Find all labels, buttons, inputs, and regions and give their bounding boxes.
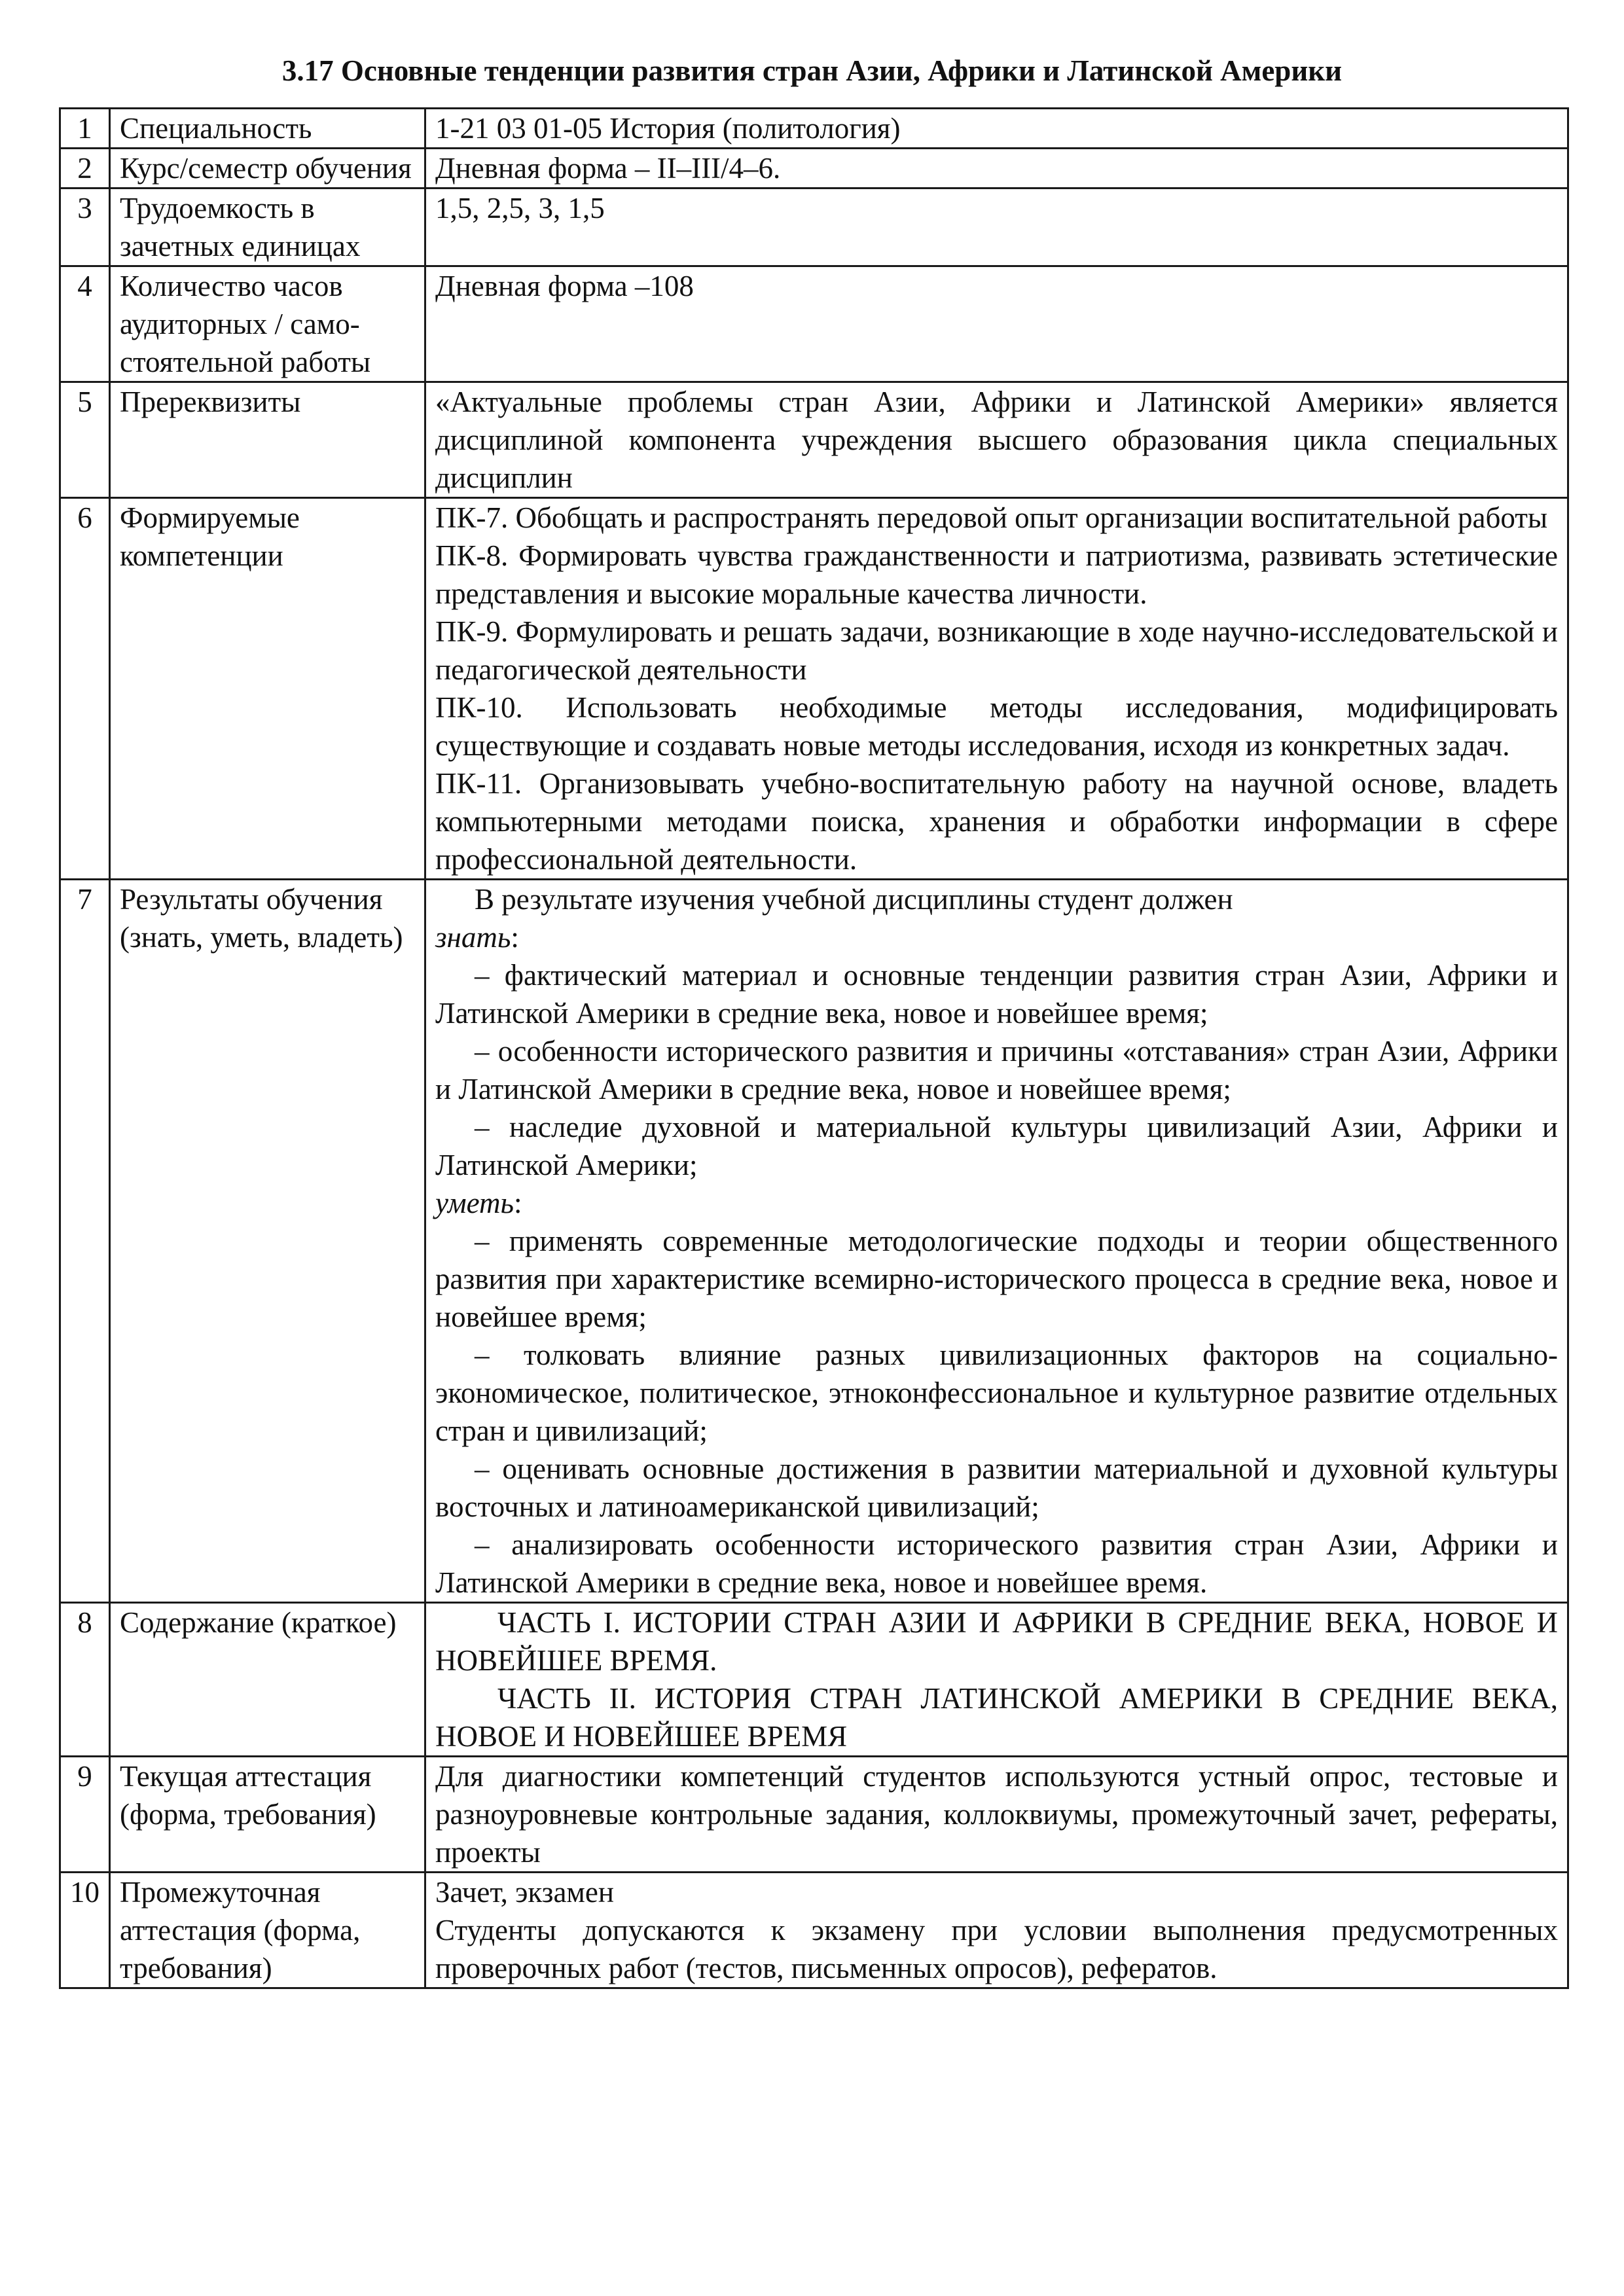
assessment-form: Зачет, экзамен bbox=[435, 1876, 614, 1909]
know-item: – фактический материал и основные тенденции развития стран Азии, Африки и Латинской Америки в средние века, новое и новейшее время; bbox=[435, 959, 1558, 1030]
row-value: Для диагностики компетенций студентов используются устный опрос, тестовые и разноуровневые контрольные задания, коллоквиумы, промежуточный зачет, рефераты, проекты bbox=[425, 1757, 1568, 1873]
row-number: 3 bbox=[60, 188, 110, 266]
table-row-interim-assessment bbox=[60, 1873, 1568, 1988]
row-number: 10 bbox=[60, 1873, 110, 1988]
row-label: Количество часов аудиторных / само-стоятельной работы bbox=[110, 266, 425, 382]
table-row-current-assessment bbox=[60, 1757, 1568, 1873]
table-row-specialty bbox=[60, 109, 1568, 149]
table-row-learning-outcomes bbox=[60, 880, 1568, 1603]
row-label: Содержание (краткое) bbox=[110, 1603, 425, 1757]
row-number: 8 bbox=[60, 1603, 110, 1757]
row-number: 6 bbox=[60, 498, 110, 880]
row-label: Специальность bbox=[110, 109, 425, 149]
interim-assessment bbox=[425, 1873, 1568, 1988]
content-part: ЧАСТЬ I. ИСТОРИИ СТРАН АЗИИ И АФРИКИ В СРЕДНИЕ ВЕКА, НОВОЕ И НОВЕЙШЕЕ ВРЕМЯ. bbox=[435, 1606, 1558, 1677]
assessment-requirements: Студенты допускаются к экзамену при условии выполнения предусмотренных проверочных работ (тестов, письменных опросов), рефератов. bbox=[435, 1914, 1558, 1984]
row-label: Формируемые компетенции bbox=[110, 498, 425, 880]
outcomes-intro: В результате изучения учебной дисциплины студент должен bbox=[475, 883, 1233, 916]
row-number: 1 bbox=[60, 109, 110, 149]
competency-item: ПК-9. Формулировать и решать задачи, возникающие в ходе научно-исследовательской и педагогической деятельности bbox=[435, 615, 1558, 686]
row-value: «Актуальные проблемы стран Азии, Африки и Латинской Америки» является дисциплиной компонента учреждения высшего образования цикла специальных дисциплин bbox=[425, 382, 1568, 498]
row-number: 5 bbox=[60, 382, 110, 498]
can-item: – оценивать основные достижения в развитии материальной и духовной культуры восточных и латиноамериканской цивилизаций; bbox=[435, 1452, 1558, 1523]
table-row-course-semester bbox=[60, 149, 1568, 188]
learning-outcomes bbox=[425, 880, 1568, 1603]
can-heading: уметь: bbox=[435, 1187, 522, 1219]
competency-item: ПК-10. Использовать необходимые методы исследования, модифицировать существующие и создавать новые методы исследования, исходя из конкретных задач. bbox=[435, 691, 1558, 762]
row-label: Пререквизиты bbox=[110, 382, 425, 498]
row-number: 7 bbox=[60, 880, 110, 1603]
row-label: Промежуточная аттестация (форма, требования) bbox=[110, 1873, 425, 1988]
can-item: – применять современные методологические подходы и теории общественного развития при характеристике всемирно-исторического процесса в средние века, новое и новейшее время; bbox=[435, 1225, 1558, 1333]
row-number: 9 bbox=[60, 1757, 110, 1873]
competency-item: ПК-7. Обобщать и распространять передовой опыт организации воспитательной работы bbox=[435, 501, 1548, 534]
row-number: 4 bbox=[60, 266, 110, 382]
row-label: Курс/семестр обучения bbox=[110, 149, 425, 188]
can-item: – толковать влияние разных цивилизационных факторов на социально-экономическое, политическое, этноконфессиональное и культурное развитие отдельных стран и цивилизаций; bbox=[435, 1338, 1558, 1447]
can-item: – анализировать особенности исторического развития стран Азии, Африки и Латинской Америки в средние века, новое и новейшее время. bbox=[435, 1528, 1558, 1599]
table-row-competencies bbox=[60, 498, 1568, 880]
table-row-credits bbox=[60, 188, 1568, 266]
row-value: 1-21 03 01-05 История (политология) bbox=[425, 109, 1568, 149]
course-content bbox=[425, 1603, 1568, 1757]
document-title: 3.17 Основные тенденции развития стран Азии, Африки и Латинской Америки bbox=[281, 54, 1343, 87]
course-spec-table bbox=[59, 107, 1569, 1989]
table-row-hours bbox=[60, 266, 1568, 382]
row-label: Текущая аттестация (форма, требования) bbox=[110, 1757, 425, 1873]
row-label: Результаты обучения (знать, уметь, владеть) bbox=[110, 880, 425, 1603]
row-value: 1,5, 2,5, 3, 1,5 bbox=[425, 188, 1568, 266]
competency-item: ПК-8. Формировать чувства гражданственности и патриотизма, развивать эстетические представления и высокие моральные качества личности. bbox=[435, 539, 1558, 610]
table-row-content bbox=[60, 1603, 1568, 1757]
row-value: Дневная форма – II–III/4–6. bbox=[425, 149, 1568, 188]
know-label: знать bbox=[435, 921, 511, 954]
competencies-list bbox=[425, 498, 1568, 880]
content-part: ЧАСТЬ II. ИСТОРИЯ СТРАН ЛАТИНСКОЙ АМЕРИКИ В СРЕДНИЕ ВЕКА, НОВОЕ И НОВЕЙШЕЕ ВРЕМЯ bbox=[435, 1682, 1558, 1753]
row-label: Трудоемкость в зачетных единицах bbox=[110, 188, 425, 266]
know-item: – наследие духовной и материальной культуры цивилизаций Азии, Африки и Латинской Америки; bbox=[435, 1111, 1558, 1181]
know-heading: знать: bbox=[435, 921, 519, 954]
row-number: 2 bbox=[60, 149, 110, 188]
table-row-prerequisites bbox=[60, 382, 1568, 498]
competency-item: ПК-11. Организовывать учебно-воспитательную работу на научной основе, владеть компьютерными методами поиска, хранения и обработки информации в сфере профессиональной деятельности. bbox=[435, 767, 1558, 876]
can-label: уметь bbox=[435, 1187, 514, 1219]
know-item: – особенности исторического развития и причины «отставания» стран Азии, Африки и Латинской Америки в средние века, новое и новейшее время; bbox=[435, 1035, 1558, 1105]
row-value: Дневная форма –108 bbox=[425, 266, 1568, 382]
